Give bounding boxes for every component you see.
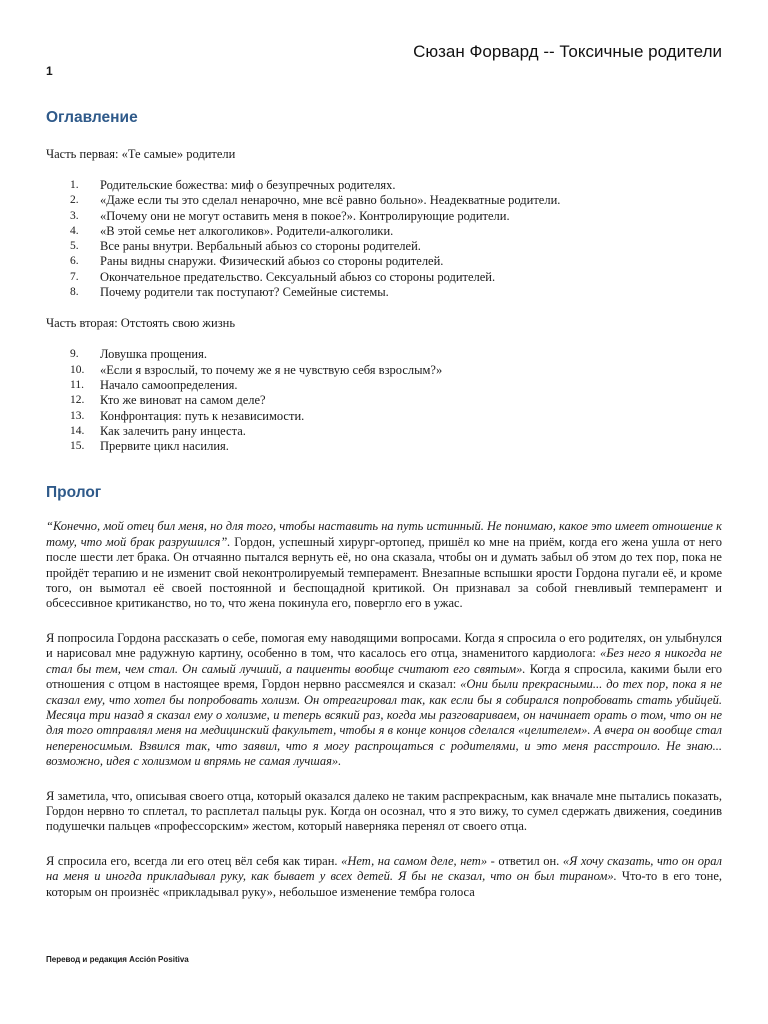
toc-item: 8. Почему родители так поступают? Семейные системы. [70,285,389,300]
prologue-paragraph-1: “Конечно, мой отец бил меня, но для того, чтобы наставить на путь истинный. Не понимаю, какое это имеет отношение к тому, что мой брак разрушился”. Гордон, успешный хирург-ортопед, пришёл ко мне на приём, когда его жена ушла от него после шести лет брака. Он отчаянно пытался вернуть её, но она сказала, чтобы он и думать забыл об этом до тех пор, пока не пройдёт терапию и не изменит свой неконтролируемый темперамент. Внезапные вспышки ярости Гордона пугали её, и кроме того, он вымотал её своей постоянной и беспощадной критикой. Он признавал за собой гневливый темперамент и обсессивное критиканство, но то, что жена покинула его, повергло его в ужас. [46,519,722,611]
toc-item: 6. Раны видны снаружи. Физический абьюз со стороны родителей. [70,254,444,269]
part1-heading: Часть первая: «Те самые» родители [46,147,236,161]
toc-item: 2. «Даже если ты это сделал ненарочно, мне всё равно больно». Неадекватные родители. [70,193,561,208]
toc-item: 7. Окончательное предательство. Сексуальный абьюз со стороны родителей. [70,269,496,284]
prologue-paragraph-3: Я заметила, что, описывая своего отца, который оказался далеко не таким распрекрасным, как вначале мне пытались показать, Гордон нервно то сплетал, то расплетал пальцы рук. Когда он осознал, что я это вижу, то сумел сдержать движения, соединив подушечки пальцев «профессорским» жестом, который наверняка перенял от своего отца. [46,788,722,834]
toc-title: Оглавление [46,109,138,126]
toc-item: 15. Прервите цикл насилия. [70,439,229,454]
page-number: 1 [46,64,53,78]
toc-item: 13. Конфронтация: путь к независимости. [70,408,305,423]
toc-item: 1. Родительские божества: миф о безупречных родителях. [70,178,396,192]
page-footer: Перевод и редакция Acción Positiva [46,955,189,964]
part2-heading: Часть вторая: Отстоять свою жизнь [46,316,236,331]
toc-item: 9. Ловушка прощения. [70,347,207,362]
prologue-title: Пролог [46,484,102,502]
prologue-paragraph-4: Я спросила его, всегда ли его отец вёл себя как тиран. «Нет, на самом деле, нет» - ответил он. «Я хочу сказать, что он орал на меня и иногда прикладывал руку, как бывает у всех детей. Я бы не сказал, что он был тираном». Что-то в его тоне, которым он произнёс «прикладывал руку», небольшое изменение тембра голоса [46,853,722,899]
document-body [46,105,722,900]
toc-item: 11. Начало самоопределения. [70,377,238,392]
part1-chapter-list [46,178,722,300]
document-header-title: Сюзан Форвард -- Токсичные родители [413,42,722,61]
toc-item: 14. Как залечить рану инцеста. [70,423,246,438]
toc-item: 12. Кто же виноват на самом деле? [70,393,266,408]
toc-item: 4. «В этой семье нет алкоголиков». Родители-алкоголики. [70,223,394,238]
part2-chapter-list [46,347,722,454]
prologue-paragraph-2: Я попросила Гордона рассказать о себе, помогая ему наводящими вопросами. Когда я спросила о его родителях, он улыбнулся и нарисовал мне радужную картину, особенно в том, что касалось его отца, знаменитого кардиолога: «Без него я никогда не стал бы тем, чем стал. Он самый лучший, а пациенты вообще считают его святым». Когда я спросила, какими были его отношения с отцом в настоящее время, Гордон нервно рассмеялся и сказал: «Они были прекрасными... до тех пор, пока я не сказал ему, что хотел бы попробовать холизм. Он отреагировал так, как если бы я собирался попробовать стать убийцей. Месяца три назад я сказал ему о холизме, и теперь всякий раз, когда мы разговариваем, он начинает орать о том, что он не для того отправлял меня на медицинский факультет, чтобы я в конце концов сделался «целителем». А вчера он вообще стал непереносимым. Взвился так, что заявил, что я могу распрощаться с родителями, и это меня расстроило. Не знаю... возможно, идея с холизмом и впрямь не самая лучшая». [46,630,722,769]
toc-item: 10. «Если я взрослый, то почему же я не чувствую себя взрослым?» [70,362,443,377]
toc-item: 5. Все раны внутри. Вербальный абьюз со стороны родителей. [70,239,421,254]
toc-item: 3. «Почему они не могут оставить меня в покое?». Контролирующие родители. [70,208,510,223]
